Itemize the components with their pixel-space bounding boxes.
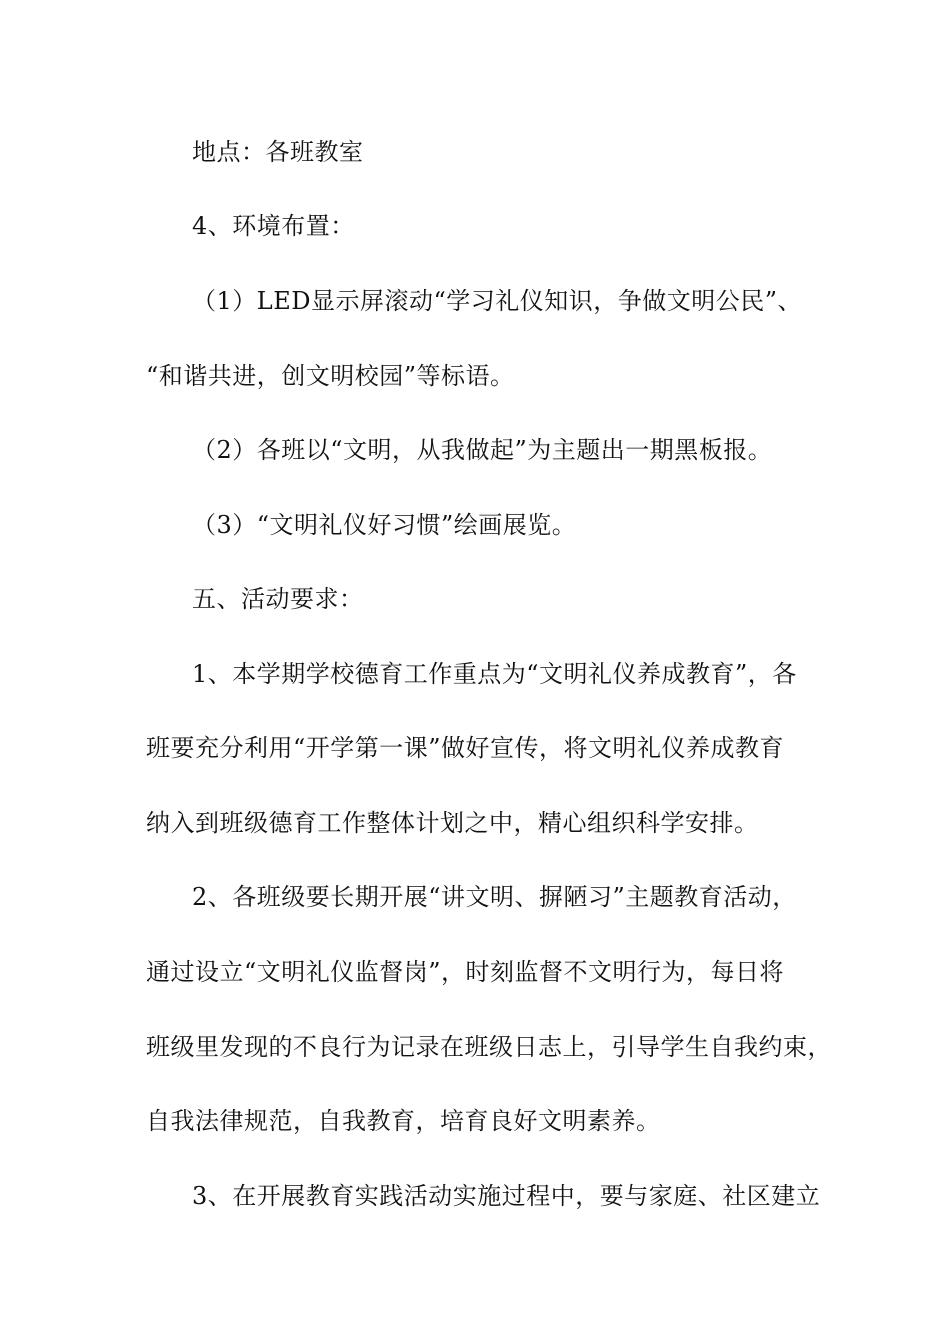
paragraph-line: 2、各班级要长期开展“讲文明、摒陋习”主题教育活动， — [192, 883, 797, 911]
section-heading-environment: 4、环境布置： — [192, 212, 355, 240]
location-line: 地点：各班教室 — [192, 138, 364, 166]
paragraph-line: 自我法律规范，自我教育，培育良好文明素养。 — [146, 1107, 661, 1135]
paragraph-line: 通过设立“文明礼仪监督岗”，时刻监督不文明行为，每日将 — [146, 958, 785, 986]
paragraph-line: 纳入到班级德育工作整体计划之中，精心组织科学安排。 — [146, 809, 759, 837]
paragraph-line: （1）LED显示屏滚动“学习礼仪知识，争做文明公民”、 — [192, 287, 803, 315]
paragraph-line: （2）各班以“文明，从我做起”为主题出一期黑板报。 — [192, 436, 773, 464]
paragraph-line: “和谐共进，创文明校园”等标语。 — [146, 362, 515, 390]
paragraph-line: 3、在开展教育实践活动实施过程中，要与家庭、社区建立 — [192, 1182, 821, 1210]
paragraph-line: 1、本学期学校德育工作重点为“文明礼仪养成教育”，各 — [192, 660, 797, 688]
paragraph-line: 班要充分利用“开学第一课”做好宣传，将文明礼仪养成教育 — [146, 734, 785, 762]
section-heading-requirements: 五、活动要求： — [192, 585, 364, 613]
paragraph-line: （3）“文明礼仪好习惯”绘画展览。 — [192, 511, 577, 539]
paragraph-line: 班级里发现的不良行为记录在班级日志上，引导学生自我约束， — [146, 1033, 832, 1061]
